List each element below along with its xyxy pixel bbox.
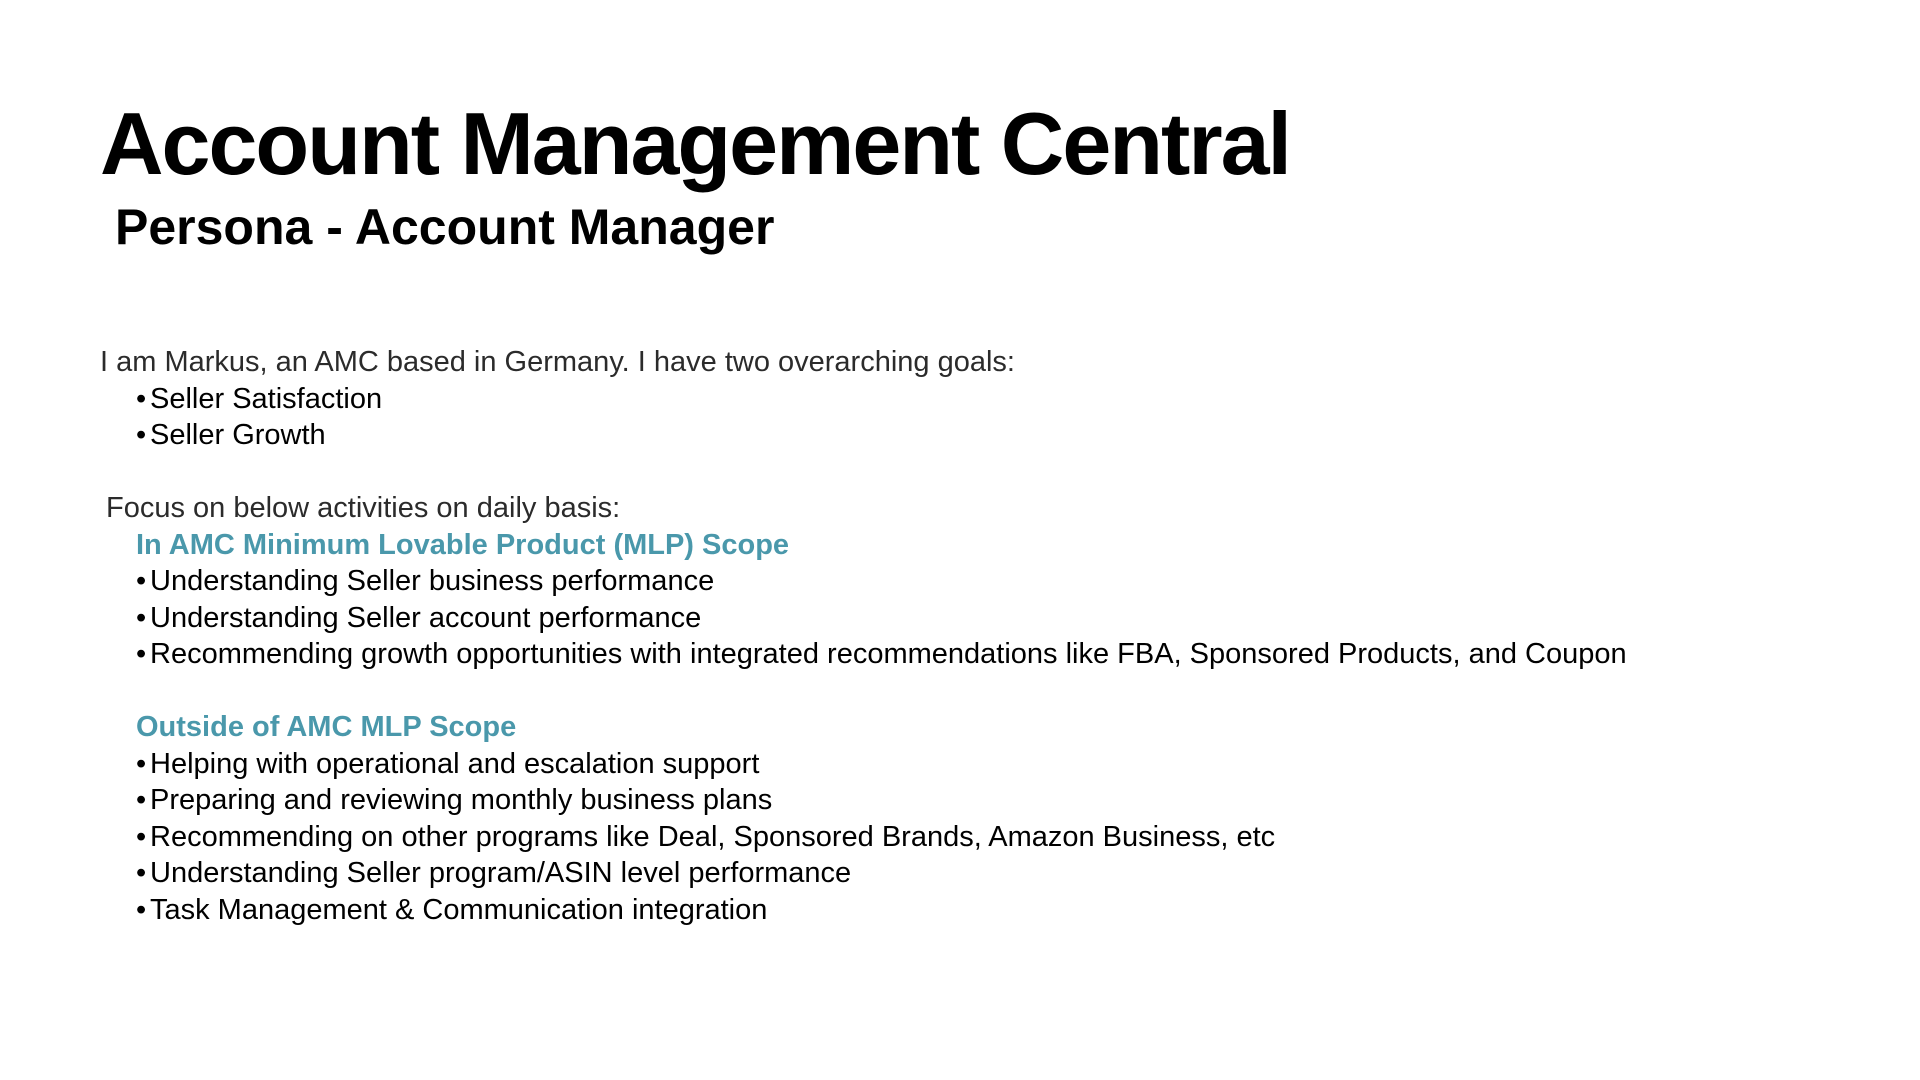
list-item: • Seller Satisfaction: [136, 381, 1880, 418]
bullet-icon: •: [136, 747, 147, 780]
list-item: • Recommending on other programs like Deal, Sponsored Brands, Amazon Business, etc: [136, 819, 1880, 856]
goals-list: [100, 381, 1880, 454]
bullet-icon: •: [136, 638, 147, 670]
list-item: • Task Management & Communication integration: [136, 892, 1880, 929]
out-scope-heading: Outside of AMC MLP Scope: [136, 711, 517, 743]
list-item: • Seller Growth: [136, 417, 1880, 454]
list-item: • Recommending growth opportunities with integrated recommendations like FBA, Sponsored Products, and Coupon: [136, 636, 1880, 673]
slide-title: Account Management Central: [100, 94, 1290, 193]
list-item: • Understanding Seller program/ASIN level performance: [136, 855, 1880, 892]
in-scope-heading: In AMC Minimum Lovable Product (MLP) Scope: [136, 528, 790, 561]
bullet-icon: •: [136, 857, 147, 889]
list-item: • Understanding Seller account performance: [136, 600, 1880, 637]
intro-text: I am Markus, an AMC based in Germany. I have two overarching goals:: [100, 346, 1015, 378]
list-item: • Helping with operational and escalation support: [136, 746, 1880, 783]
list-item: • Preparing and reviewing monthly business plans: [136, 782, 1880, 819]
bullet-icon: •: [136, 820, 147, 853]
bullet-icon: •: [136, 893, 147, 926]
bullet-icon: •: [136, 784, 147, 816]
list-item: • Understanding Seller business performance: [136, 563, 1880, 600]
focus-label: Focus on below activities on daily basis:: [106, 492, 621, 524]
slide-subtitle: Persona - Account Manager: [115, 199, 775, 255]
bullet-icon: •: [136, 419, 147, 451]
in-scope-section: [100, 527, 1880, 673]
bullet-icon: •: [136, 565, 147, 597]
out-scope-section: [100, 709, 1880, 928]
bullet-icon: •: [136, 601, 147, 634]
slide-content: [100, 344, 1880, 928]
bullet-icon: •: [136, 382, 147, 415]
